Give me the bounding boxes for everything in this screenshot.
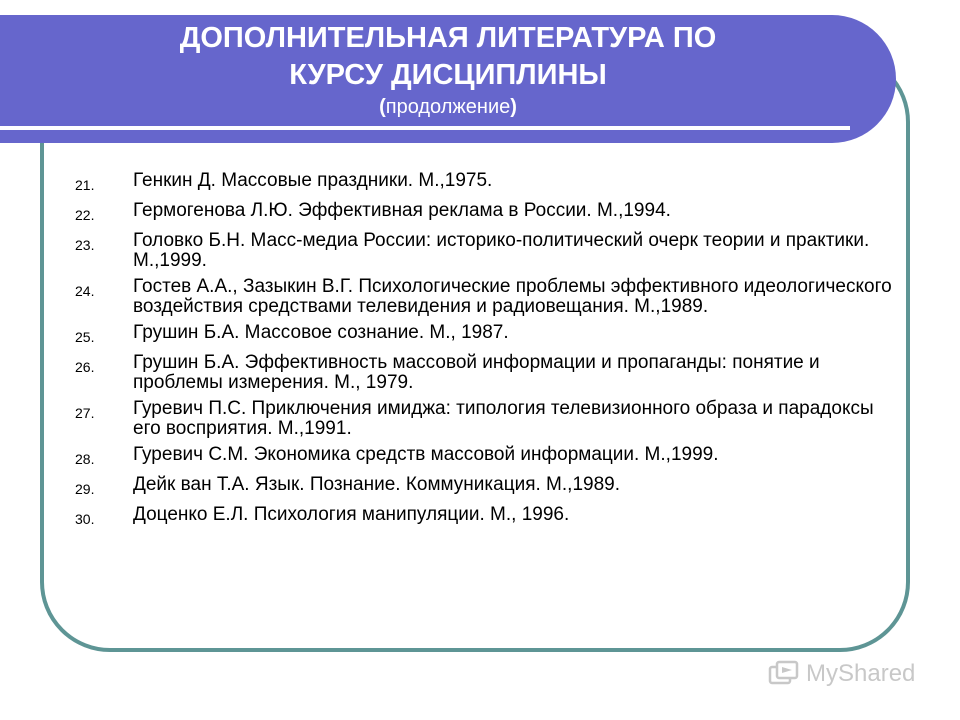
reference-text: Генкин Д. Массовые праздники. М.,1975. [133, 170, 493, 191]
reference-item [75, 353, 895, 393]
reference-item [75, 171, 895, 195]
reference-text: Дейк ван Т.А. Язык. Познание. Коммуникация. М.,1989. [133, 474, 620, 495]
reference-text: Доценко Е.Л. Психология манипуляции. М., 1996. [133, 504, 570, 525]
reference-text: Гостев А.А., Зазыкин В.Г. Психологические проблемы эффективного идеологического воздействия средствами телевидения и радиовещания. М.,1989. [133, 276, 892, 317]
reference-number: 25. [75, 329, 95, 345]
title-sub-close: ) [510, 96, 517, 118]
reference-text: Гермогенова Л.Ю. Эффективная реклама в России. М.,1994. [133, 200, 671, 221]
title-subtitle [0, 94, 896, 120]
reference-item [75, 475, 895, 499]
reference-number: 28. [75, 451, 95, 467]
reference-list [75, 171, 895, 535]
title-sub-open: ( [379, 96, 386, 118]
watermark-text: MyShared [806, 660, 916, 687]
reference-item [75, 277, 895, 317]
reference-text: Грушин Б.А. Массовое сознание. М., 1987. [133, 322, 509, 343]
reference-text: Грушин Б.А. Эффективность массовой информации и пропаганды: понятие и проблемы измерения. М., 1979. [133, 352, 820, 393]
reference-item [75, 323, 895, 347]
reference-text: Гуревич П.С. Приключения имиджа: типология телевизионного образа и парадоксы его восприятия. М.,1991. [133, 398, 874, 439]
reference-item [75, 201, 895, 225]
reference-number: 26. [75, 359, 95, 375]
reference-item [75, 505, 895, 529]
reference-number: 24. [75, 283, 95, 299]
reference-number: 30. [75, 511, 95, 527]
reference-text: Головко Б.Н. Масс-медиа России: историко-политический очерк теории и практики. М.,1999. [133, 230, 870, 271]
reference-item [75, 445, 895, 469]
reference-text: Гуревич С.М. Экономика средств массовой информации. М.,1999. [133, 444, 719, 465]
reference-item [75, 231, 895, 271]
title-line-1: ДОПОЛНИТЕЛЬНАЯ ЛИТЕРАТУРА ПО [179, 22, 717, 54]
title-sub-word: продолжение [385, 96, 511, 118]
reference-item [75, 399, 895, 439]
slide-title [0, 20, 896, 120]
title-line-2: КУРСУ ДИСЦИПЛИНЫ [289, 59, 607, 91]
reference-number: 21. [75, 177, 95, 193]
slides-icon [768, 659, 802, 689]
reference-number: 23. [75, 237, 95, 253]
reference-number: 27. [75, 405, 95, 421]
title-underline [0, 126, 850, 130]
watermark [768, 658, 915, 690]
reference-number: 22. [75, 207, 95, 223]
reference-number: 29. [75, 481, 95, 497]
